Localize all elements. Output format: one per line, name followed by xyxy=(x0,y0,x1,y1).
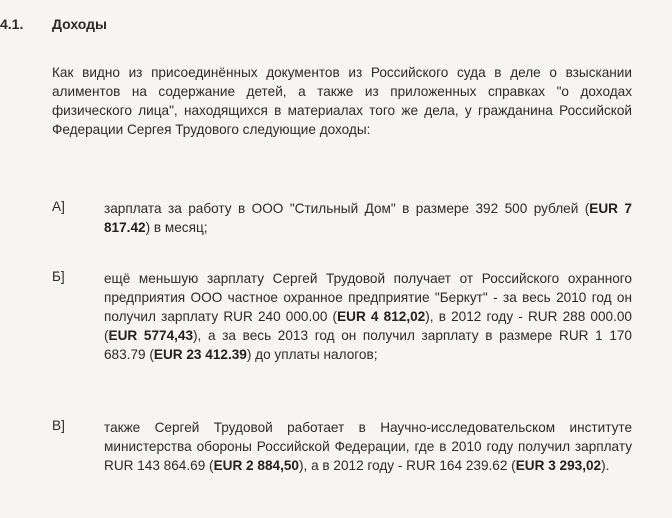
item-marker: В] xyxy=(52,418,65,433)
text-run: ещё меньшую зарплату Сергей Трудовой получает от Российского охранного предприятия ООО частное охранное предприятие "Беркут" - за весь 2010 год он получил зарплату RUR 240 000.00 ( xyxy=(104,271,632,324)
intro-paragraph: Как видно из присоединённых документов из Российского суда в деле о взыскании алиментов на содержание детей, а также из приложенных справках "о доходах физического лица", находящихся в материалах того же дела, у гражданина Российской Федерации Сергея Трудового следующие доходы: xyxy=(52,65,632,137)
text-run: ). xyxy=(601,458,610,473)
text-run: ) в месяц; xyxy=(145,220,208,235)
text-run: также Сергей Трудовой работает в Научно-исследовательском институте министерства обороны Российской Федерации, где в 2010 году получил зарплату RUR 143 864.69 ( xyxy=(104,420,632,473)
amount-eur: EUR 23 412.39 xyxy=(153,347,247,362)
item-marker: Б] xyxy=(52,269,65,284)
item-text xyxy=(104,199,632,237)
section-heading xyxy=(0,16,107,32)
item-text xyxy=(104,418,632,475)
amount-eur: EUR 3 293,02 xyxy=(515,458,602,473)
section-number: 4.1. xyxy=(0,16,24,32)
amount-eur: EUR 5774,43 xyxy=(108,328,194,343)
text-run: ), в 2012 году - RUR 288 000.00 ( xyxy=(104,309,632,343)
item-marker: A] xyxy=(52,199,65,214)
amount-eur: EUR 4 812,02 xyxy=(337,309,426,324)
section-title: Доходы xyxy=(52,16,107,32)
text-run: ) до уплаты налогов; xyxy=(246,347,378,362)
text-run: ), а за весь 2013 год он получил зарплату в размере RUR 1 170 683.79 ( xyxy=(104,328,632,362)
text-run: ), а в 2012 году - RUR 164 239.62 ( xyxy=(298,458,516,473)
amount-eur: EUR 2 884,50 xyxy=(213,458,299,473)
item-text xyxy=(104,269,632,364)
amount-eur: EUR 7 817.42 xyxy=(104,201,632,235)
text-run: зарплата за работу в ООО "Стильный Дом" в размере 392 500 рублей ( xyxy=(104,201,590,216)
